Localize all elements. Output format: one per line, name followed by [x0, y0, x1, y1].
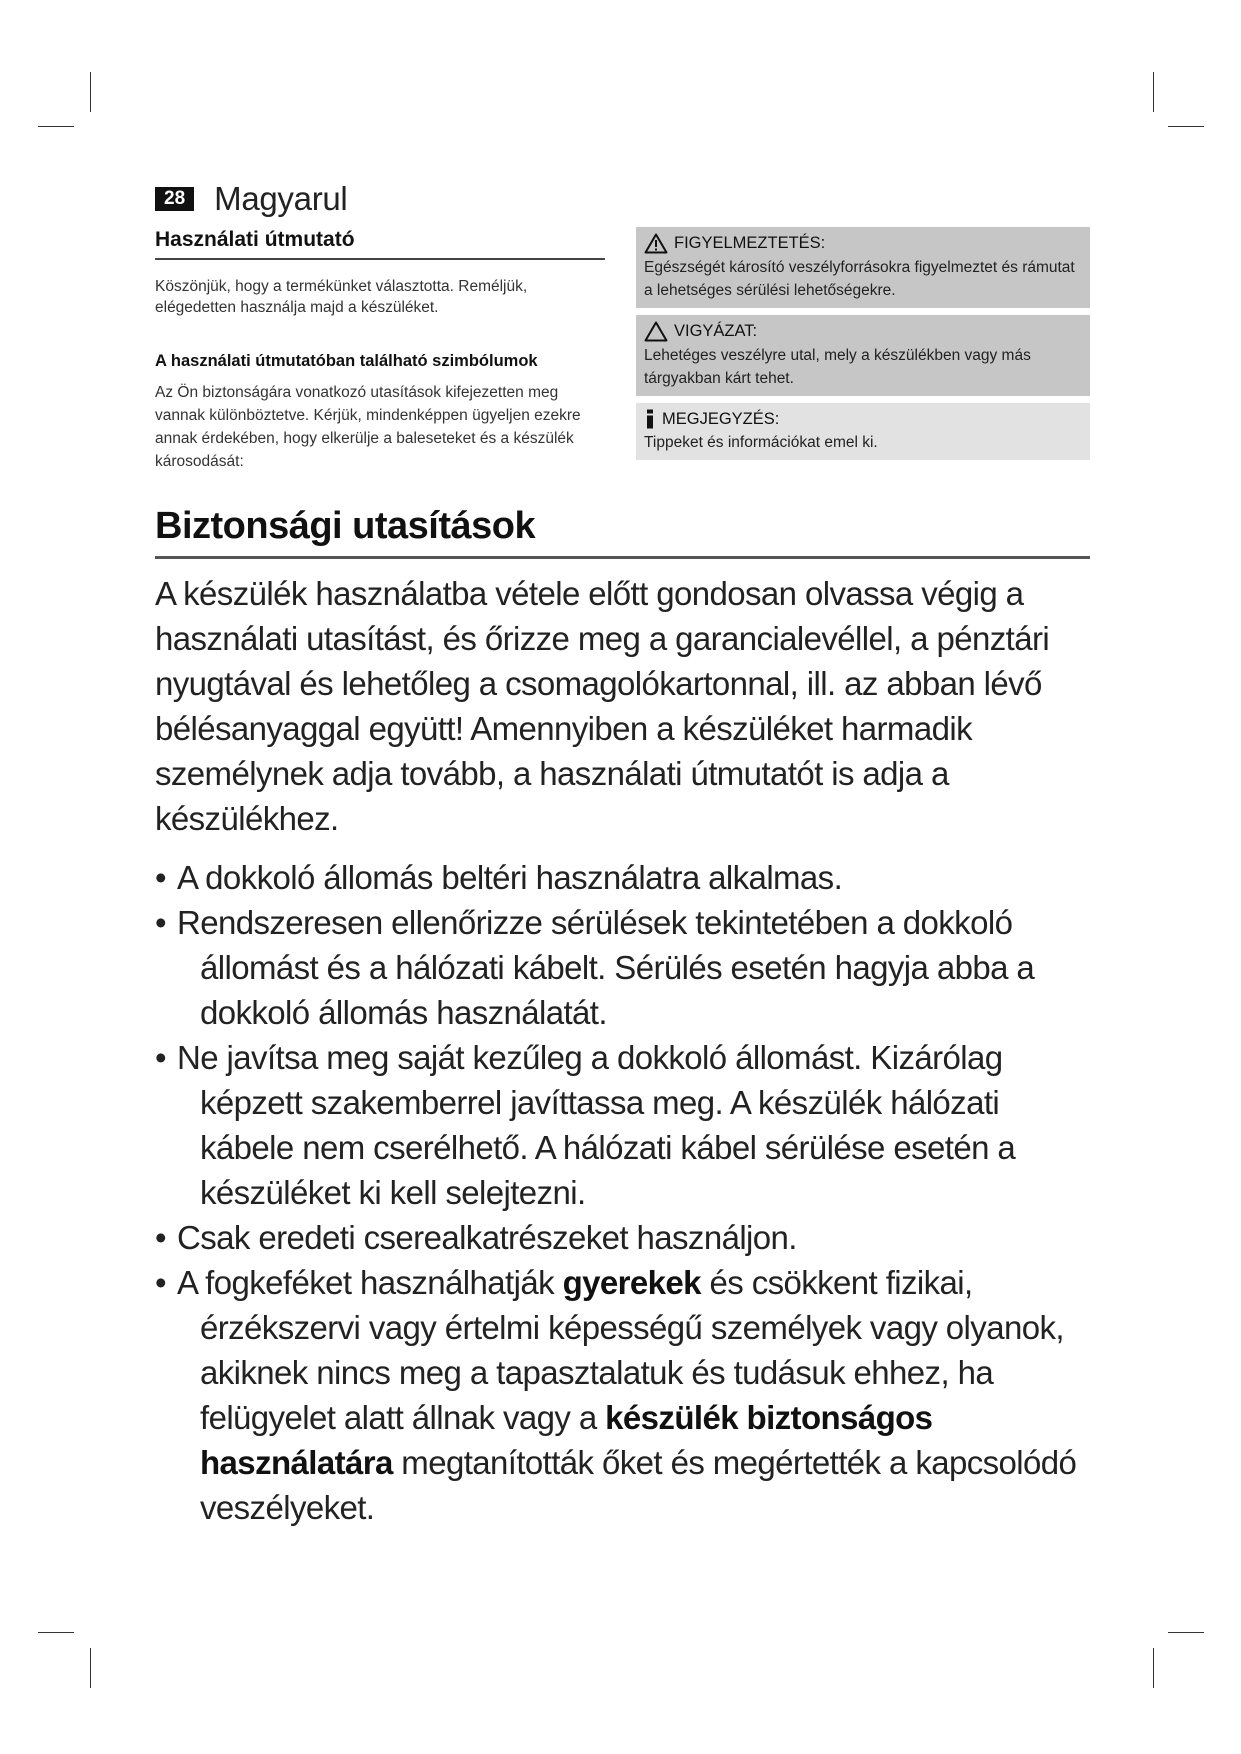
info-icon [644, 409, 656, 429]
safety-title: Biztonsági utasítások [155, 505, 1090, 559]
language-title: Magyarul [214, 180, 348, 217]
bullet-icon: • [155, 1039, 166, 1076]
warning-title: FIGYELMEZTETÉS: [674, 234, 826, 252]
emphasis-children: gyerekek [562, 1264, 701, 1301]
warning-text: Egészségét károsító veszélyforrásokra figyelmeztet és rámutat a lehetséges sérülési lehetőségekre. [644, 259, 1075, 299]
safety-section [155, 505, 1090, 1530]
caution-triangle-icon [644, 321, 668, 342]
safety-list [155, 855, 1090, 1530]
emphasis-safe-use: készülék biztonságos használatára [200, 1399, 933, 1481]
notice-legend [636, 227, 1090, 467]
caution-title: VIGYÁZAT: [674, 322, 758, 340]
list-item: • Ne javítsa meg saját kezűleg a dokkoló állomást. Kizárólag képzett szakemberrel javíttassa meg. A készülék hálózati kábele nem cserélhető. A hálózati kábel sérülése esetén a készüléket ki kell selejtezni. [155, 1035, 1090, 1215]
caution-notice [636, 315, 1090, 396]
bullet-icon: • [155, 1219, 166, 1256]
manual-intro: Köszönjük, hogy a termékünket választotta. Reméljük, elégedetten használja majd a készüléket. [155, 278, 528, 316]
crop-mark [90, 1648, 91, 1688]
list-item: • Rendszeresen ellenőrizze sérülések tekintetében a dokkoló állomást és a hálózati kábelt. Sérülés esetén hagyja abba a dokkoló állomás használatát. [155, 900, 1090, 1035]
crop-mark [38, 1632, 74, 1633]
page-number: 28 [155, 187, 194, 211]
symbols-text: Az Ön biztonságára vonatkozó utasítások kifejezetten meg vannak különböztetve. Kérjük, mindenképpen ügyeljen ezekre annak érdekében, hogy elkerülje a baleseteket és a készülék károsodását: [155, 384, 581, 470]
list-item: • A dokkoló állomás beltéri használatra alkalmas. [155, 855, 1090, 900]
crop-mark [38, 126, 74, 127]
crop-mark [90, 72, 91, 112]
crop-mark [1153, 72, 1154, 112]
warning-triangle-icon [644, 233, 668, 254]
manual-title: Használati útmutató [155, 228, 605, 260]
note-title: MEGJEGYZÉS: [662, 409, 780, 428]
list-item: • Csak eredeti cserealkatrészeket használjon. [155, 1215, 1090, 1260]
crop-mark [1153, 1648, 1154, 1688]
list-item: • A fogkeféket használhatják gyerekek és csökkent fizikai, érzékszervi vagy értelmi képességű személyek vagy olyanok, akiknek nincs meg a tapasztalatuk és tudásuk ehhez, ha felügyelet alatt állnak vagy a készülék biztonságos használatára megtanították őket és megértették a kapcsolódó veszélyeket. [155, 1260, 1090, 1530]
bullet-icon: • [155, 859, 166, 896]
page-header [155, 180, 347, 218]
manual-section [155, 228, 605, 473]
bullet-icon: • [155, 904, 166, 941]
caution-text: Lehetéges veszélyre utal, mely a készülékben vagy más tárgyakban kárt tehet. [644, 347, 1031, 387]
symbols-title: A használati útmutatóban található szimbólumok [155, 352, 538, 370]
note-notice [636, 403, 1090, 460]
crop-mark [1168, 126, 1204, 127]
warning-notice [636, 227, 1090, 308]
crop-mark [1168, 1632, 1204, 1633]
bullet-icon: • [155, 1264, 166, 1301]
note-text: Tippeket és információkat emel ki. [644, 434, 878, 451]
safety-intro: A készülék használatba vétele előtt gondosan olvassa végig a használati utasítást, és őrizze meg a garancialevéllel, a pénztári nyugtával és lehetőleg a csomagolókartonnal, ill. az abban lévő bélésanyaggal együtt! Amennyiben a készüléket harmadik személynek adja tovább, a használati útmutatót is adja a készülékhez. [155, 575, 1050, 837]
